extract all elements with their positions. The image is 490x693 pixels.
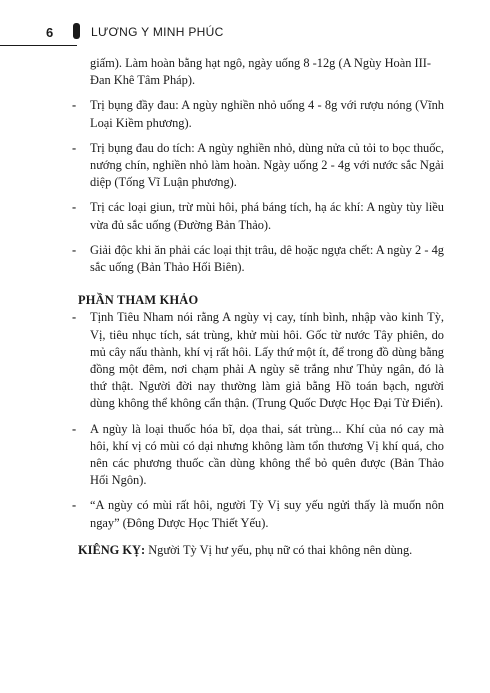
- list-item: [72, 242, 444, 276]
- page-header: [0, 14, 490, 48]
- page-content: [72, 55, 444, 559]
- list-item: [72, 97, 444, 131]
- bullet-dash: -: [72, 310, 77, 325]
- list-item-text: Trị bụng đầy đau: A ngùy nghiền nhỏ uống 4 - 8g với rượu nóng (Vĩnh Loại Kiềm phương).: [90, 98, 444, 130]
- section-title: PHẦN THAM KHẢO: [78, 293, 199, 308]
- list-item-text: A ngùy là loại thuốc hóa bĩ, dọa thai, sát trùng... Khí của nó cay mà hôi, khí vị có mùi có dại nhưng không làm tổn thương Vị khí quá, cho nên các phương thuốc cần dùng không thể bỏ quên được (Bản Thảo Hối Ngôn).: [90, 421, 444, 488]
- bullet-dash: -: [72, 421, 77, 436]
- bullet-dash: -: [72, 242, 77, 257]
- bullet-dash: -: [72, 498, 77, 513]
- header-ornament: [73, 23, 80, 39]
- page-number: 6: [46, 25, 54, 40]
- caution-note: [78, 542, 444, 559]
- list-item-text: Giải độc khi ăn phải các loại thịt trâu, dê hoặc ngựa chết: A ngùy 2 - 4g sắc uống (Bản Thảo Hối Biên).: [90, 242, 444, 275]
- list-item: [72, 421, 444, 490]
- caution-text: Người Tỳ Vị hư yếu, phụ nữ có thai không nên dùng.: [145, 542, 413, 557]
- list-item-text: “A ngùy có mùi rất hôi, người Tỳ Vị suy yếu ngửi thấy là muốn nôn ngay” (Đông Dược Học Thiết Yếu).: [90, 498, 444, 530]
- list-item-text: Trị bụng đau do tích: A ngùy nghiền nhỏ, dùng nửa củ tỏi to bọc thuốc, nướng chín, nghiền nhỏ làm hoàn. Ngày uống 2 - 4g với nước sắc Ngải diệp (Tống Vĩ Luận phương).: [90, 140, 444, 190]
- bullet-dash: -: [72, 200, 77, 215]
- list-item: [72, 309, 444, 412]
- list-item: [72, 140, 444, 192]
- list-item-text: Trị các loại giun, trừ mùi hôi, phá báng tích, hạ ác khí: A ngùy tùy liều vừa đủ sắc uống (Đường Bản Thảo).: [90, 200, 444, 232]
- bullet-dash: -: [72, 98, 77, 113]
- header-rule: [0, 45, 77, 46]
- list-item: [72, 199, 444, 233]
- list-item: [72, 497, 444, 531]
- caution-label: KIÊNG KỴ:: [78, 542, 146, 557]
- list-item-text: Tịnh Tiêu Nham nói rằng A ngùy vị cay, tính bình, nhập vào kinh Tỳ, Vị, tiêu nhục tích, sát trùng, khử mùi hôi. Gốc từ nước Tây phiên, do mủ cây nấu thành, khí vị rất hôi. Lấy thứ một ít, để trong đồ dùng bằng đồng một đêm, nơi chạm phải A ngùy sẽ trắng như Thủy ngân, đó là thứ thật. Người đời nay thường làm giả bằng Hồ toán bạch, người dùng không thể không cẩn thận. (Trung Quốc Dược Học Đại Từ Điển).: [90, 310, 444, 411]
- intro-continuation: giấm). Làm hoàn bằng hạt ngô, ngày uống 8 -12g (A Ngùy Hoàn III- Đan Khê Tâm Pháp).: [90, 56, 432, 88]
- running-head: LƯƠNG Y MINH PHÚC: [91, 25, 224, 39]
- bullet-dash: -: [72, 140, 77, 155]
